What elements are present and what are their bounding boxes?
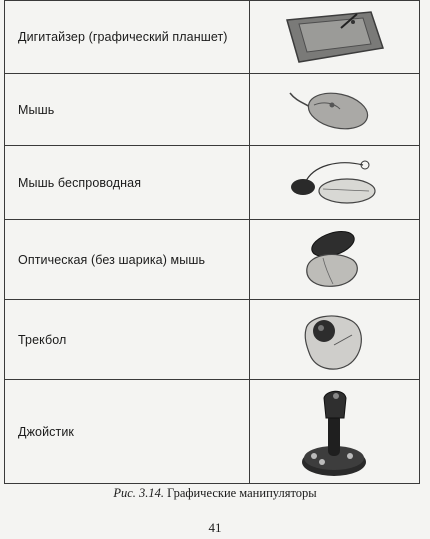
figure-reference: Рис. 3.14. <box>113 486 165 500</box>
table-row <box>5 74 420 146</box>
row-label-trackball: Трекбол <box>5 300 250 380</box>
table-row <box>5 146 420 220</box>
figure-caption-text: Графические манипуляторы <box>167 486 317 500</box>
manipulators-table <box>4 0 420 484</box>
joystick-icon <box>249 380 419 484</box>
table-row <box>5 220 420 300</box>
row-label-joystick: Джойстик <box>5 380 250 484</box>
table-row <box>5 380 420 484</box>
table-row <box>5 1 420 74</box>
figure-caption <box>0 486 430 501</box>
wireless-mouse-icon <box>249 146 419 220</box>
optical-mouse-icon <box>249 220 419 300</box>
row-label-wireless-mouse: Мышь беспроводная <box>5 146 250 220</box>
row-label-digitizer: Дигитайзер (графический планшет) <box>5 1 250 74</box>
page-number: 41 <box>208 520 222 535</box>
table-row <box>5 300 420 380</box>
digitizer-tablet-icon <box>249 1 419 74</box>
trackball-icon <box>249 300 419 380</box>
row-label-mouse: Мышь <box>5 74 250 146</box>
mouse-icon <box>249 74 419 146</box>
row-label-optical-mouse: Оптическая (без шарика) мышь <box>5 220 250 300</box>
